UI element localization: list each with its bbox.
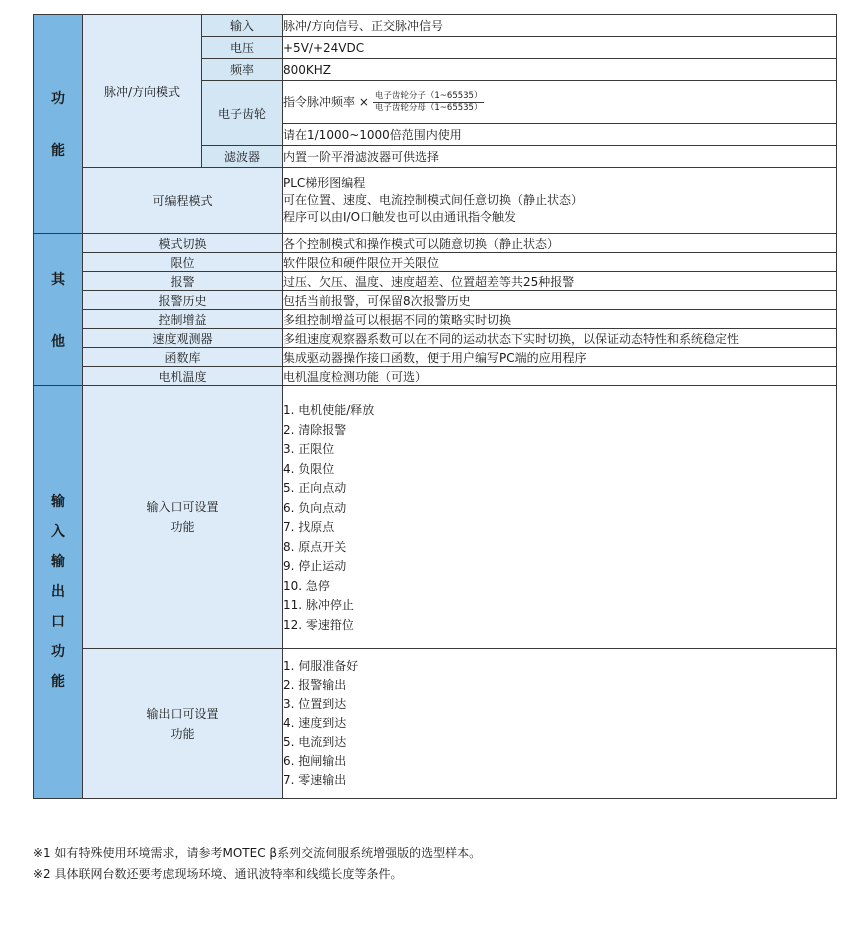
table-row <box>34 386 837 649</box>
table-row <box>34 367 837 386</box>
table-row <box>34 272 837 291</box>
table-row <box>34 234 837 253</box>
list-item: 1. 伺服准备好 <box>283 659 359 673</box>
filter-label: 滤波器 <box>202 146 283 168</box>
list-item: 5. 电流到达 <box>283 735 347 749</box>
voltage-value: +5V/+24VDC <box>283 37 837 59</box>
table-row <box>34 15 837 37</box>
list-item: 1. 电机使能/释放 <box>283 403 375 417</box>
output-port-label-line: 功能 <box>170 726 195 741</box>
category-char: 口 <box>51 614 65 630</box>
list-item: 6. 负向点动 <box>283 500 347 515</box>
table-row <box>34 348 837 367</box>
input-port-label <box>83 386 283 649</box>
table-row <box>34 329 837 348</box>
list-item: 2. 报警输出 <box>283 678 347 692</box>
list-item: 4. 负限位 <box>283 461 335 476</box>
category-char: 能 <box>51 143 65 159</box>
frequency-label: 频率 <box>202 59 283 81</box>
list-item: 3. 正限位 <box>283 442 335 456</box>
other-value: 过压、欠压、温度、速度超差、位置超差等共25种报警 <box>283 272 837 291</box>
category-char: 能 <box>51 674 65 690</box>
output-port-label <box>83 649 283 799</box>
filter-value: 内置一阶平滑滤波器可供选择 <box>283 146 837 168</box>
other-label: 电机温度 <box>83 367 283 386</box>
other-label: 控制增益 <box>83 310 283 329</box>
category-other <box>34 234 83 386</box>
electronic-gear-label: 电子齿轮 <box>202 81 283 146</box>
category-char: 输 <box>51 494 65 510</box>
category-char: 其 <box>51 271 65 288</box>
gear-range-note: 请在1/1000~1000倍范围内使用 <box>283 124 837 146</box>
table-row <box>34 168 837 234</box>
other-label: 函数库 <box>83 348 283 367</box>
category-char: 输 <box>51 554 65 570</box>
list-item: 2. 清除报警 <box>283 422 347 437</box>
pulse-mode-label: 脉冲/方向模式 <box>83 15 202 168</box>
input-port-label-line: 输入口可设置 <box>146 500 219 514</box>
programmable-line: PLC梯形图编程 <box>283 176 366 190</box>
other-value: 多组控制增益可以根据不同的策略实时切换 <box>283 310 837 329</box>
category-io <box>34 386 83 799</box>
voltage-label: 电压 <box>202 37 283 59</box>
gear-numerator: 电子齿轮分子（1~65535） <box>374 90 483 101</box>
other-label: 限位 <box>83 253 283 272</box>
category-char: 功 <box>51 644 65 660</box>
list-item: 6. 抱闸输出 <box>283 754 347 768</box>
other-label: 报警 <box>83 272 283 291</box>
other-label: 速度观测器 <box>83 329 283 348</box>
other-value: 软件限位和硬件限位开关限位 <box>283 253 837 272</box>
programmable-mode-label: 可编程模式 <box>83 168 283 234</box>
other-value: 多组速度观察器系数可以在不同的运动状态下实时切换，以保证动态特性和系统稳定性 <box>283 329 837 348</box>
output-port-label-line: 输出口可设置 <box>146 706 219 721</box>
list-item: 8. 原点开关 <box>283 539 347 554</box>
input-port-functions <box>283 386 837 649</box>
category-function <box>34 15 83 234</box>
gear-formula-prefix: 指令脉冲频率 × <box>283 94 369 109</box>
category-char: 入 <box>51 524 65 540</box>
output-port-functions <box>283 649 837 799</box>
input-value: 脉冲/方向信号、正交脉冲信号 <box>283 15 837 37</box>
gear-denominator: 电子齿轮分母（1~65535） <box>374 102 483 113</box>
footnote: ※2 具体联网台数还要考虑现场环境、通讯波特率和线缆长度等条件。 <box>33 867 403 881</box>
other-value: 电机温度检测功能（可选） <box>283 367 837 386</box>
other-label: 报警历史 <box>83 291 283 310</box>
list-item: 5. 正向点动 <box>283 481 347 495</box>
gear-ratio-fraction <box>373 91 485 114</box>
list-item: 7. 找原点 <box>283 520 335 534</box>
list-item: 7. 零速输出 <box>283 773 347 787</box>
other-value: 包括当前报警，可保留8次报警历史 <box>283 291 837 310</box>
list-item: 9. 停止运动 <box>283 559 347 573</box>
footnote: ※1 如有特殊使用环境需求，请参考MOTEC β系列交流伺服系统增强版的选型样本。 <box>33 846 482 860</box>
table-row <box>34 291 837 310</box>
category-char: 他 <box>51 333 65 350</box>
frequency-value: 800KHZ <box>283 59 837 81</box>
list-item: 3. 位置到达 <box>283 697 347 711</box>
category-char: 出 <box>51 584 65 600</box>
footnotes <box>33 843 481 885</box>
list-item: 11. 脉冲停止 <box>283 598 354 612</box>
input-label: 输入 <box>202 15 283 37</box>
list-item: 12. 零速箝位 <box>283 617 354 632</box>
category-char: 功 <box>51 91 65 107</box>
programmable-mode-value <box>283 168 837 234</box>
list-item: 4. 速度到达 <box>283 716 347 730</box>
table-row <box>34 649 837 799</box>
input-port-label-line: 功能 <box>170 520 195 534</box>
other-value: 各个控制模式和操作模式可以随意切换（静止状态） <box>283 234 837 253</box>
other-value: 集成驱动器操作接口函数，便于用户编写PC端的应用程序 <box>283 348 837 367</box>
other-label: 模式切换 <box>83 234 283 253</box>
electronic-gear-formula <box>283 81 837 124</box>
programmable-line: 程序可以由I/O口触发也可以由通讯指令触发 <box>283 210 517 224</box>
table-row <box>34 253 837 272</box>
list-item: 10. 急停 <box>283 578 330 593</box>
programmable-line: 可在位置、速度、电流控制模式间任意切换（静止状态） <box>283 193 584 207</box>
spec-table <box>33 14 837 799</box>
table-row <box>34 310 837 329</box>
